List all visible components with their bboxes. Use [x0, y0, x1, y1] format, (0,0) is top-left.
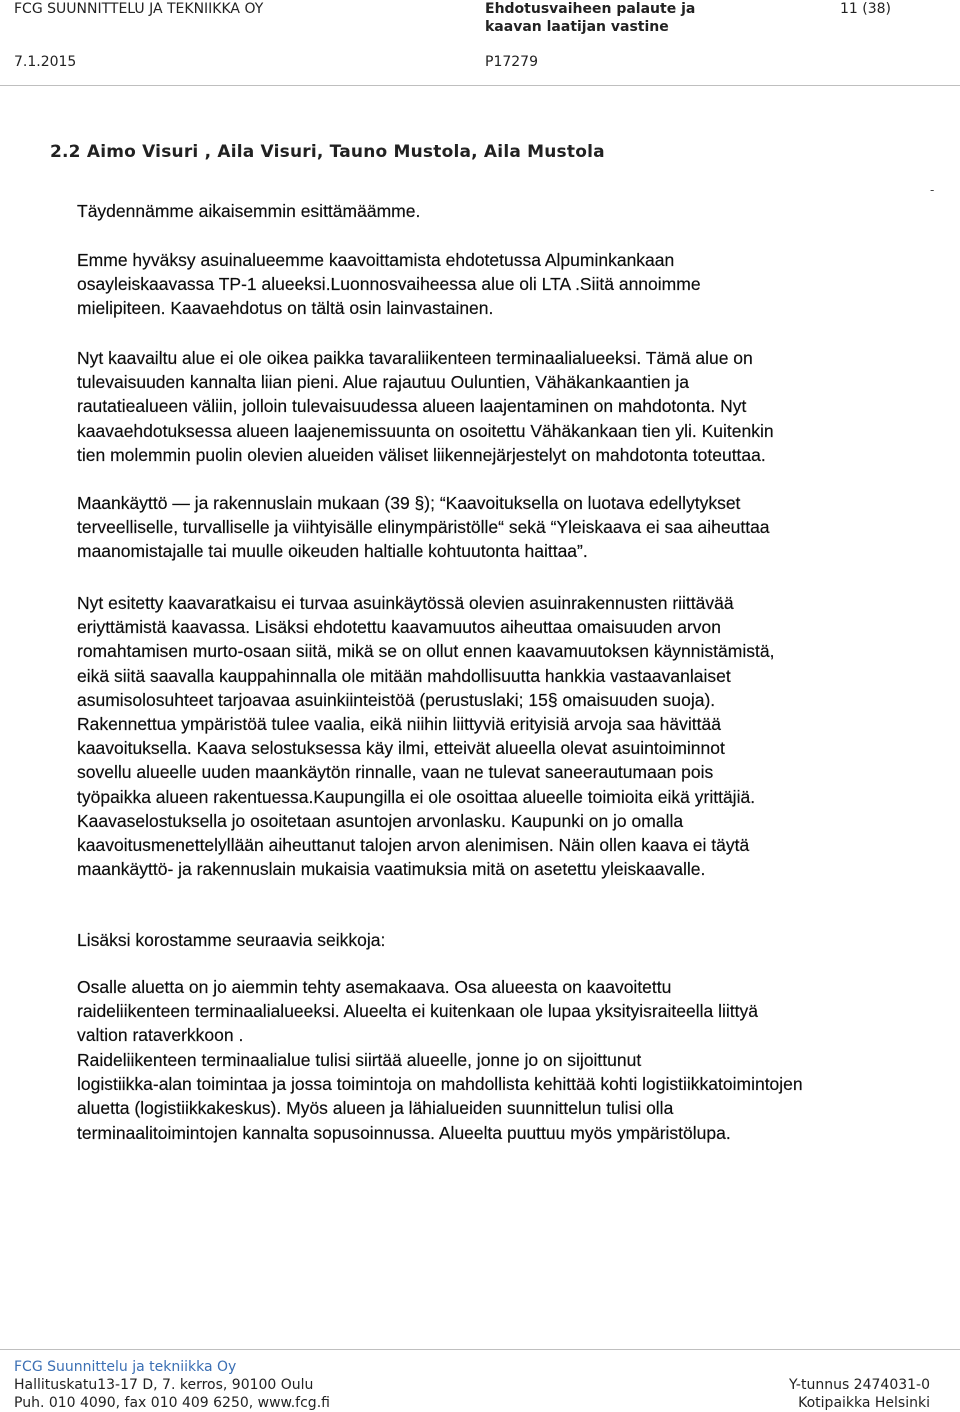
header-doc-title-1: Ehdotusvaiheen palaute ja: [485, 1, 696, 17]
letter-line: romahtamisen murto-osaan siitä, mikä se on ollut ennen kaavamuutoksen käynnistämistä,: [77, 641, 775, 662]
letter-line: sovellu alueelle uuden maankäytön rinnalle, vaan ne tulevat saneerautumaan pois: [77, 762, 714, 783]
letter-line: tulevaisuuden kannalta liian pieni. Alue rajautuu Ouluntien, Vähäkankaantien ja: [77, 372, 689, 393]
letter-line: työpaikka alueen rakentuessa.Kaupungilla ei ole osoittaa alueelle toimioita eikä yrittäjiä.: [77, 786, 756, 807]
letter-line: osayleiskaavassa TP-1 alueeksi.Luonnosvaiheessa alue oli LTA .Siitä annoimme: [77, 274, 701, 295]
header-doc-title-2: kaavan laatijan vastine: [485, 19, 669, 35]
header-divider: [0, 85, 960, 86]
letter-line: Osalle aluetta on jo aiemmin tehty asemakaava. Osa alueesta on kaavoitettu: [77, 977, 672, 997]
letter-paragraph-7: [77, 975, 758, 1048]
letter-line: eikä siitä saavalla kauppahinnalla ole mitään mahdollisuutta hankkia vastaavanlaiset: [77, 665, 731, 686]
letter-line: maanomistajalle tai muulle oikeuden haltialle kohtuutonta haittaa”.: [77, 541, 588, 562]
letter-line: Lisäksi korostamme seuraavia seikkoja:: [77, 930, 386, 950]
footer-divider: [0, 1349, 960, 1350]
letter-line: rautatiealueen väliin, jolloin tulevaisuudessa alueen laajentaminen on mahdotonta. Nyt: [77, 396, 747, 417]
letter-line: Emme hyväksy asuinalueemme kaavoittamista ehdotetussa Alpuminkankaan: [77, 250, 675, 270]
header-date: 7.1.2015: [14, 54, 77, 70]
letter-line: kaavoituksella. Kaava selostuksessa käy ilmi, etteivät alueella olevat asuintoiminnot: [77, 738, 725, 759]
letter-line: valtion rataverkkoon .: [77, 1025, 244, 1046]
letter-paragraph-6: [77, 928, 385, 952]
letter-line: Rakennettua ympäristöä tulee vaalia, eikä niihin liittyviä erityisiä arvoja saa hävittää: [77, 714, 721, 735]
letter-line: Kaavaselostuksella jo osoitetaan asuntojen arvonlasku. Kaupunki on jo omalla: [77, 810, 684, 831]
letter-line: kaavaehdotuksessa alueen laajenemissuunta on osoitettu Vähäkankaan tien yli. Kuitenkin: [77, 420, 774, 441]
footer-firm-name: FCG Suunnittelu ja tekniikka Oy: [14, 1359, 237, 1375]
letter-paragraph-1: [77, 199, 420, 223]
letter-line: asumisolosuhteet tarjoavaa asuinkiinteistöä (perustuslaki; 15§ omaisuuden suoja).: [77, 689, 716, 710]
letter-line: Täydennämme aikaisemmin esittämäämme.: [77, 201, 421, 221]
letter-line: tien molemmin puolin olevien alueiden väliset liikennejärjestelyt on mahdotonta toteuttaa.: [77, 444, 766, 465]
letter-line: aluetta (logistiikkakeskus). Myös alueen ja lähialueiden suunnittelun tulisi olla: [77, 1098, 674, 1119]
letter-line: terminaalitoimintojen kannalta sopusoinnussa. Alueelta puuttuu myös ympäristölupa.: [77, 1122, 731, 1143]
footer-phone: Puh. 010 4090, fax 010 409 6250, www.fcg.fi: [14, 1395, 330, 1411]
header-project-number: P17279: [485, 54, 538, 70]
letter-paragraph-5: [77, 591, 774, 881]
letter-line: Nyt esitetty kaavaratkaisu ei turvaa asuinkäytössä olevien asuinrakennusten riittävää: [77, 593, 734, 613]
footer-business-id: Y-tunnus 2474031-0: [789, 1377, 930, 1393]
letter-line: logistiikka-alan toimintaa ja jossa toimintoja on mahdollista kehittää kohti logistiikkatoimintojen: [77, 1074, 803, 1095]
margin-mark: -: [930, 183, 935, 197]
letter-paragraph-3: [77, 346, 774, 467]
footer-domicile: Kotipaikka Helsinki: [798, 1395, 930, 1411]
footer-address: Hallituskatu13-17 D, 7. kerros, 90100 Oulu: [14, 1377, 314, 1393]
letter-paragraph-8: [77, 1048, 803, 1145]
header-page-number: 11 (38): [840, 1, 892, 17]
letter-paragraph-2: [77, 248, 701, 321]
letter-line: maankäyttö- ja rakennuslain mukaisia vaatimuksia mitä on asetettu yleiskaavalle.: [77, 859, 706, 880]
letter-line: Raideliikenteen terminaalialue tulisi siirtää alueelle, jonne jo on sijoittunut: [77, 1050, 642, 1070]
letter-paragraph-4: [77, 491, 770, 564]
section-heading: 2.2 Aimo Visuri , Aila Visuri, Tauno Mustola, Aila Mustola: [50, 142, 605, 162]
header-company: FCG SUUNNITTELU JA TEKNIIKKA OY: [14, 1, 264, 17]
letter-line: eriyttämistä kaavassa. Lisäksi ehdotettu kaavamuutos aiheuttaa omaisuuden arvon: [77, 617, 721, 638]
letter-line: mielipiteen. Kaavaehdotus on tältä osin lainvastainen.: [77, 298, 494, 319]
letter-line: terveelliselle, turvalliselle ja viihtyisälle elinympäristölle“ sekä “Yleiskaava ei saa aiheuttaa: [77, 517, 770, 538]
letter-line: raideliikenteen terminaalialueeksi. Alueelta ei kuitenkaan ole lupaa yksityisraiteella liittyä: [77, 1001, 758, 1022]
letter-line: Maankäyttö — ja rakennuslain mukaan (39 §); “Kaavoituksella on luotava edellytykset: [77, 493, 741, 513]
letter-line: kaavoitusmenettelyllään aiheuttanut talojen arvon alenimisen. Näin ollen kaava ei täytä: [77, 835, 750, 856]
letter-line: Nyt kaavailtu alue ei ole oikea paikka tavaraliikenteen terminaalialueeksi. Tämä alue on: [77, 348, 753, 368]
